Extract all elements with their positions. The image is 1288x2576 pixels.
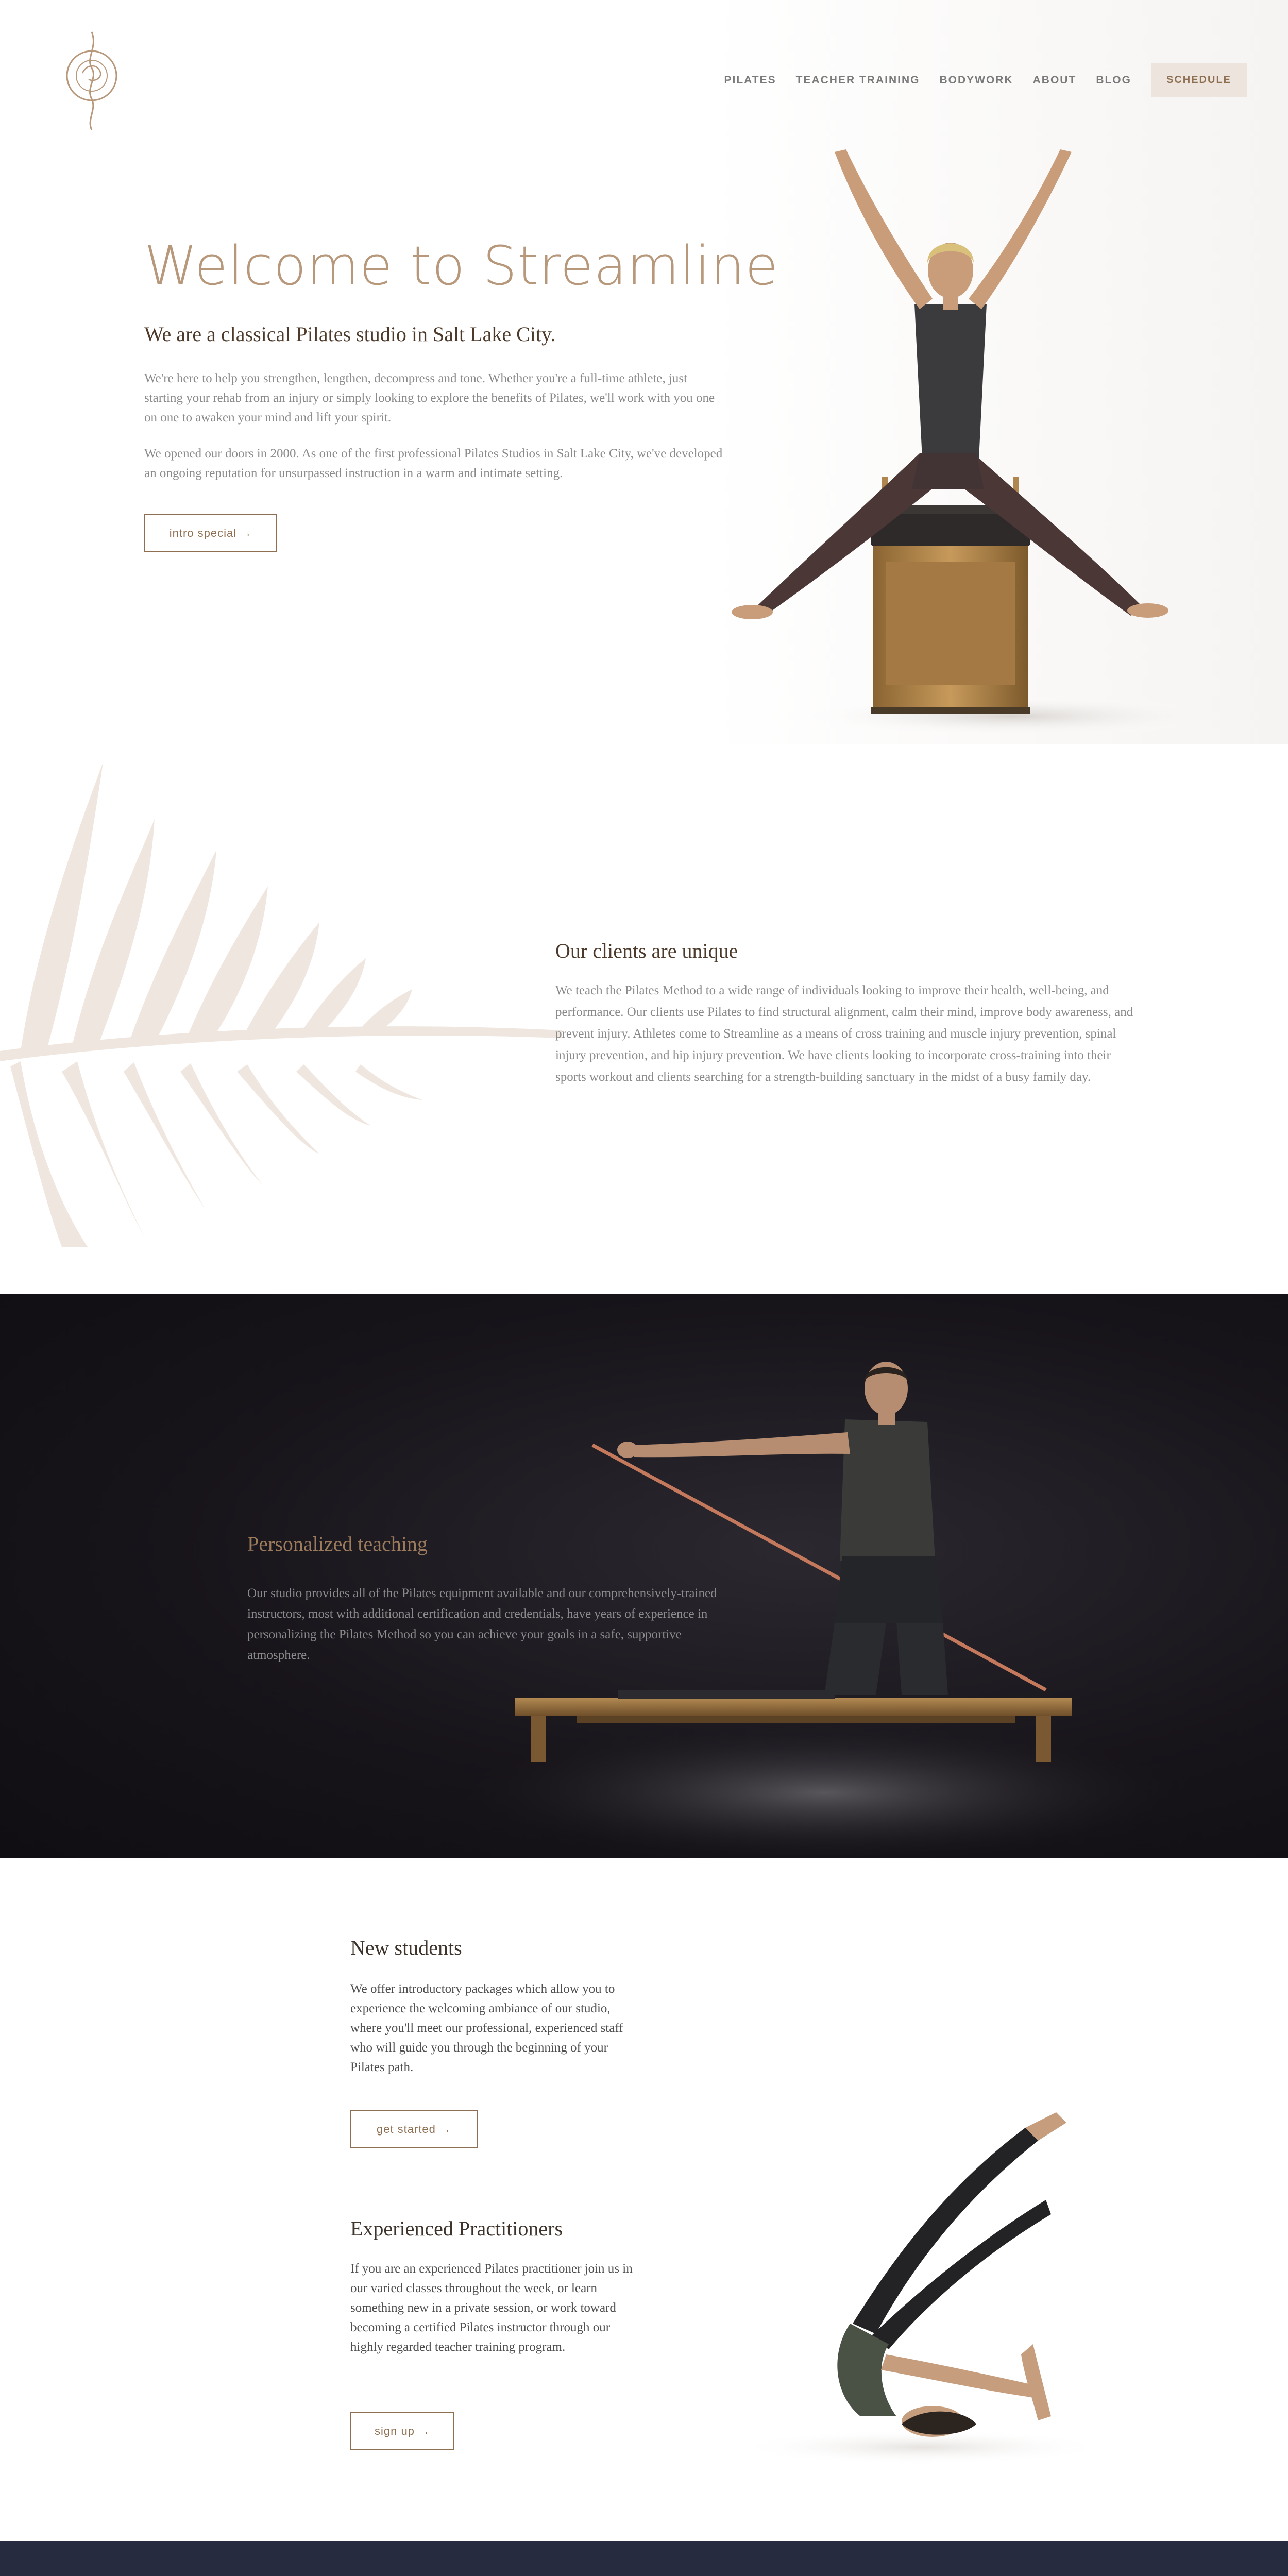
new-students-title: New students bbox=[350, 1936, 462, 1959]
footer bbox=[0, 2541, 1288, 2576]
personalized-title: Personalized teaching bbox=[247, 1532, 428, 1555]
intro-special-button[interactable]: intro special → bbox=[144, 514, 277, 552]
fern-decoration bbox=[0, 762, 562, 1247]
pilates-jackknife-figure bbox=[654, 2045, 1170, 2463]
streamline-logo[interactable] bbox=[61, 27, 123, 132]
new-students-body: We offer introductory packages which allow you to experience the welcoming ambiance of our studio, where you'll meet our professional, experienced staff who will guide you through the beginning of your Pilates path. bbox=[350, 1982, 623, 2074]
personalized-body: Our studio provides all of the Pilates equipment available and our comprehensively-trained instructors, most with additional certification and credentials, have years of experience in personalizing the Pilates Method so you can achieve your goals in a safe, supportive atmosphere. bbox=[247, 1586, 717, 1662]
nav-bodywork[interactable]: BODYWORK bbox=[939, 74, 1013, 86]
experienced-body: If you are an experienced Pilates practitioner join us in our varied classes throughout the week, or learn something new in a private session, or work toward becoming a certified Pilates instructor through our highly regarded teacher training program. bbox=[350, 2262, 633, 2354]
get-started-button[interactable]: get started → bbox=[350, 2110, 478, 2148]
hero-subtitle: We are a classical Pilates studio in Salt Lake City. bbox=[144, 323, 556, 346]
hero-title: Welcome to Streamline bbox=[144, 234, 779, 297]
nav-blog[interactable]: BLOG bbox=[1096, 74, 1131, 86]
nav-about[interactable]: ABOUT bbox=[1032, 74, 1077, 86]
hero-paragraph-1: We're here to help you strengthen, lengthen, decompress and tone. Whether you're a full-time athlete, just starting your rehab from an injury or simply looking to explore the benefits of Pilates, we'll work with you one on one to awaken your mind and lift your spirit. bbox=[144, 371, 715, 425]
main-nav bbox=[724, 63, 1247, 97]
clients-title: Our clients are unique bbox=[555, 939, 738, 962]
nav-pilates[interactable]: PILATES bbox=[724, 74, 776, 86]
experienced-title: Experienced Practitioners bbox=[350, 2217, 563, 2240]
schedule-button[interactable]: SCHEDULE bbox=[1151, 63, 1247, 97]
sign-up-button[interactable]: sign up → bbox=[350, 2412, 454, 2450]
hero-paragraph-2: We opened our doors in 2000. As one of the first professional Pilates Studios in Salt Lake City, we've developed an ongoing reputation for unsurpassed instruction in a warm and intimate setting. bbox=[144, 447, 723, 480]
hero-pilates-chair-figure bbox=[716, 149, 1288, 744]
clients-body: We teach the Pilates Method to a wide range of individuals looking to improve their health, well-being, and performance. Our clients use Pilates to find structural alignment, calm their mind, improve body awareness, and prevent injury. Athletes come to Streamline as a means of cross training and muscle injury prevention, spinal injury prevention, and hip injury prevention. We have clients looking to incorporate cross-training into their sports workout and clients searching for a strength-building sanctuary in the midst of a busy family day. bbox=[555, 984, 1133, 1084]
nav-teacher-training[interactable]: TEACHER TRAINING bbox=[795, 74, 920, 86]
